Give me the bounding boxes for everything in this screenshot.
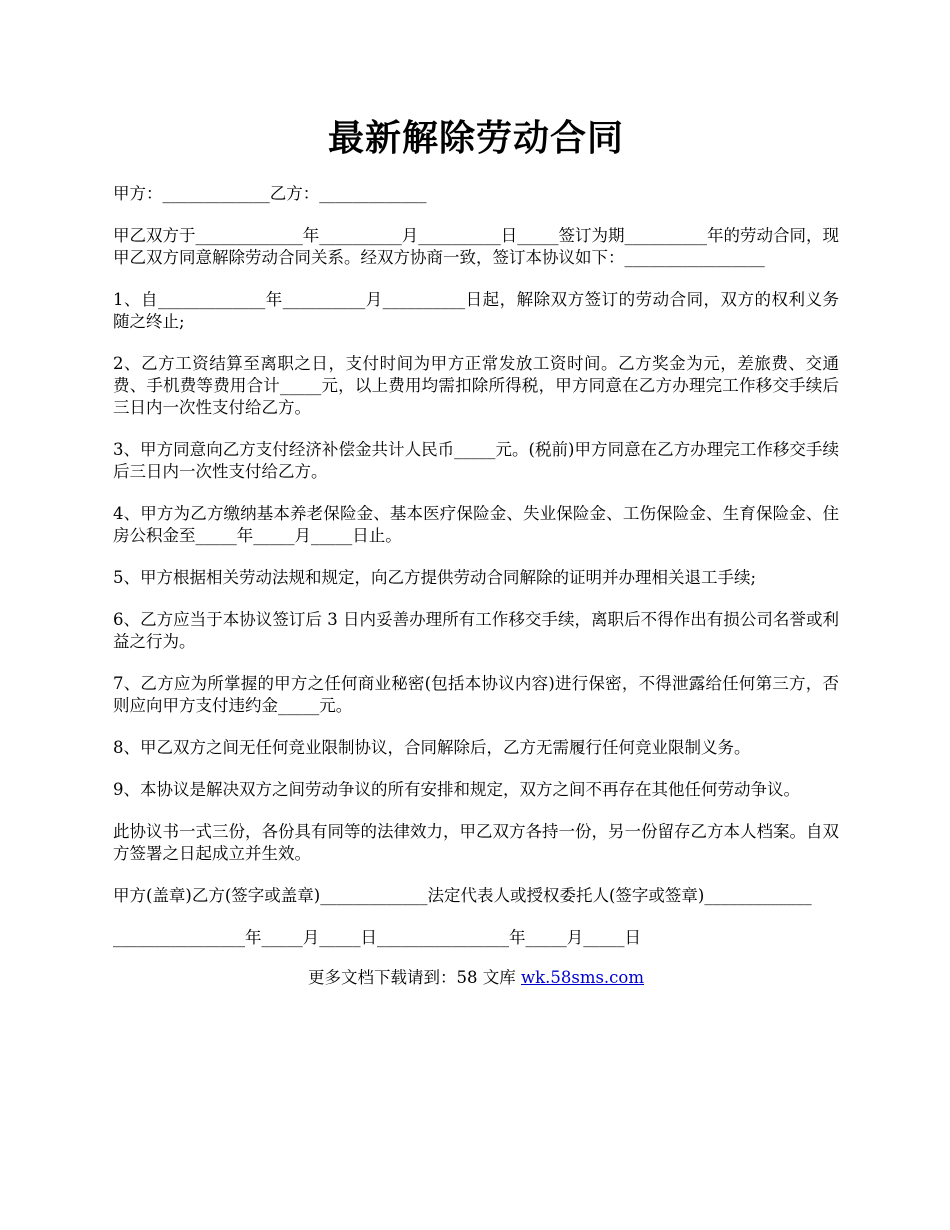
intro-paragraph: 甲乙双方于_____________年__________月__________日_____签订为期__________年的劳动合同，现甲乙双方同意解除劳动合同关系。经双方协商一致，签订本协议如下：_________________ — [113, 226, 839, 267]
footer-link[interactable]: wk.58sms.com — [520, 968, 644, 987]
clause-5: 5、甲方根据相关劳动法规和规定，向乙方提供劳动合同解除的证明并办理相关退工手续; — [113, 568, 757, 587]
document-page — [113, 0, 839, 989]
clause-3: 3、甲方同意向乙方支付经济补偿金共计人民币_____元。(税前)甲方同意在乙方办理完工作移交手续后三日内一次性支付给乙方。 — [113, 440, 839, 481]
clause-2: 2、乙方工资结算至离职之日，支付时间为甲方正常发放工资时间。乙方奖金为元，差旅费、交通费、手机费等费用合计_____元，以上费用均需扣除所得税，甲方同意在乙方办理完工作移交手续后三日内一次性支付给乙方。 — [113, 354, 839, 417]
footer — [113, 967, 839, 989]
footer-prefix: 更多文档下载请到：58 文库 — [307, 968, 521, 987]
document-title: 最新解除劳动合同 — [327, 117, 624, 159]
signature-line: 甲方(盖章)乙方(签字或盖章)_____________法定代表人或授权委托人(签字或签章)_____________ — [113, 886, 812, 905]
clause-6: 6、乙方应当于本协议签订后 3 日内妥善办理所有工作移交手续，离职后不得作出有损公司名誉或利益之行为。 — [113, 610, 839, 651]
clause-9: 9、本协议是解决双方之间劳动争议的所有安排和规定，双方之间不再存在其他任何劳动争议。 — [113, 780, 800, 799]
clause-8: 8、甲乙双方之间无任何竞业限制协议，合同解除后，乙方无需履行任何竞业限制义务。 — [113, 738, 751, 757]
date-line: ________________年_____月_____日________________年_____月_____日 — [113, 928, 641, 947]
clause-7: 7、乙方应为所掌握的甲方之任何商业秘密(包括本协议内容)进行保密，不得泄露给任何第三方，否则应向甲方支付违约金_____元。 — [113, 674, 839, 715]
closing-paragraph: 此协议书一式三份，各份具有同等的法律效力，甲乙双方各持一份，另一份留存乙方本人档案。自双方签署之日起成立并生效。 — [113, 822, 839, 863]
parties-line: 甲方：_____________乙方：_____________ — [113, 184, 427, 203]
clause-1: 1、自_____________年__________月__________日起，解除双方签订的劳动合同，双方的权利义务随之终止; — [113, 290, 839, 331]
clause-4: 4、甲方为乙方缴纳基本养老保险金、基本医疗保险金、失业保险金、工伤保险金、生育保险金、住房公积金至_____年_____月_____日止。 — [113, 504, 839, 545]
